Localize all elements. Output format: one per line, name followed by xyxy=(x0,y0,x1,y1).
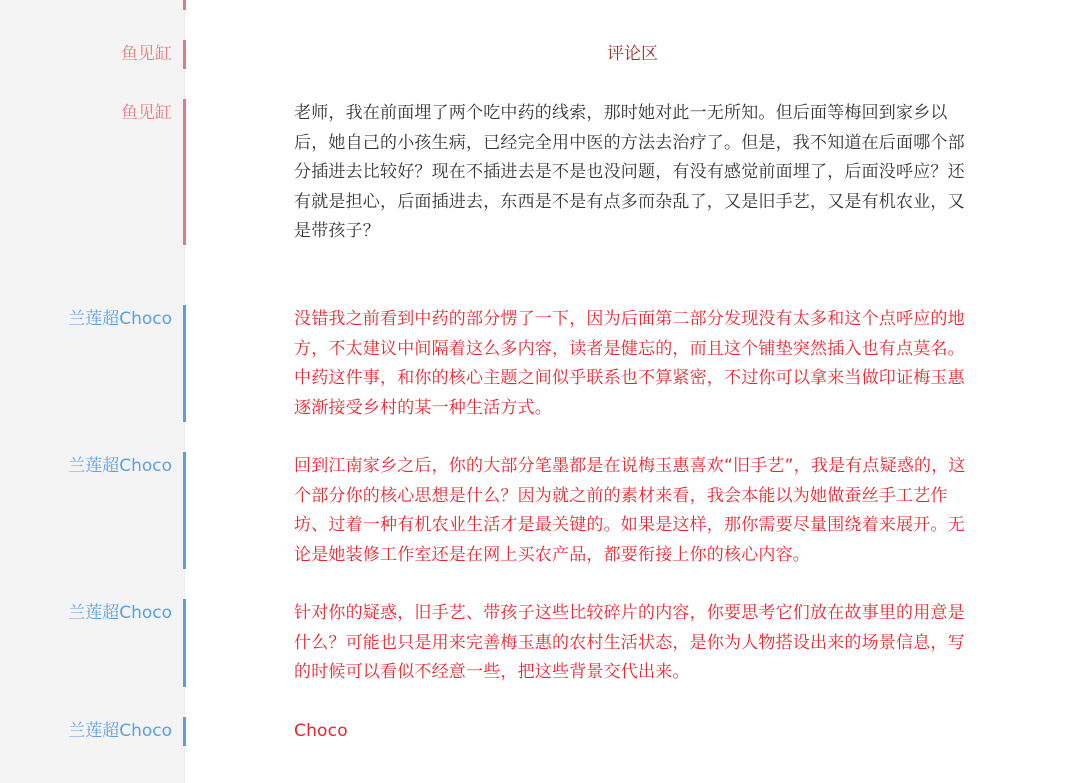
comment-author: 鱼见缸 xyxy=(121,103,172,123)
comment-author: 兰莲超Choco xyxy=(68,456,172,476)
comment-author: 兰莲超Choco xyxy=(68,309,172,329)
comment-bar xyxy=(183,305,186,422)
signature-text: Choco xyxy=(294,721,348,741)
comment-author: 鱼见缸 xyxy=(121,44,172,64)
comment-author: 兰莲超Choco xyxy=(68,721,172,741)
comment-bar xyxy=(183,717,186,746)
comment-text: 回到江南家乡之后，你的大部分笔墨都是在说梅玉惠喜欢“旧手艺”，我是有点疑惑的，这个部分你的核心思想是什么？因为就之前的素材来看，我会本能以为她做蚕丝手工艺作坊、过着一种有机农业生活才是最关键的。如果是这样，那你需要尽量围绕着来展开。无论是她装修工作室还是在网上买农产品，都要衔接上你的核心内容。 xyxy=(294,456,966,565)
comment-bar xyxy=(183,452,186,569)
section-heading: 评论区 xyxy=(607,44,658,64)
comment-text: 针对你的疑惑，旧手艺、带孩子这些比较碎片的内容，你要思考它们放在故事里的用意是什么？可能也只是用来完善梅玉惠的农村生活状态，是你为人物搭设出来的场景信息，写的时候可以看似不经意一些，把这些背景交代出来。 xyxy=(294,603,965,682)
comment-bar xyxy=(183,0,186,10)
comment-author: 兰莲超Choco xyxy=(68,603,172,623)
comment-bar xyxy=(183,599,186,687)
comment-text: 老师，我在前面埋了两个吃中药的线索，那时她对此一无所知。但后面等梅回到家乡以后，她自己的小孩生病，已经完全用中医的方法去治疗了。但是，我不知道在后面哪个部分插进去比较好？现在不插进去是不是也没问题，有没有感觉前面埋了，后面没呼应？还有就是担心，后面插进去，东西是不是有点多而杂乱了，又是旧手艺，又是有机农业，又是带孩子？ xyxy=(294,103,965,241)
comment-bar xyxy=(183,99,186,245)
comment-bar xyxy=(183,40,186,69)
comment-text: 没错我之前看到中药的部分愣了一下，因为后面第二部分发现没有太多和这个点呼应的地方，不太建议中间隔着这么多内容，读者是健忘的，而且这个铺垫突然插入也有点莫名。中药这件事，和你的核心主题之间似乎联系也不算紧密，不过你可以拿来当做印证梅玉惠逐渐接受乡村的某一种生活方式。 xyxy=(294,309,965,418)
